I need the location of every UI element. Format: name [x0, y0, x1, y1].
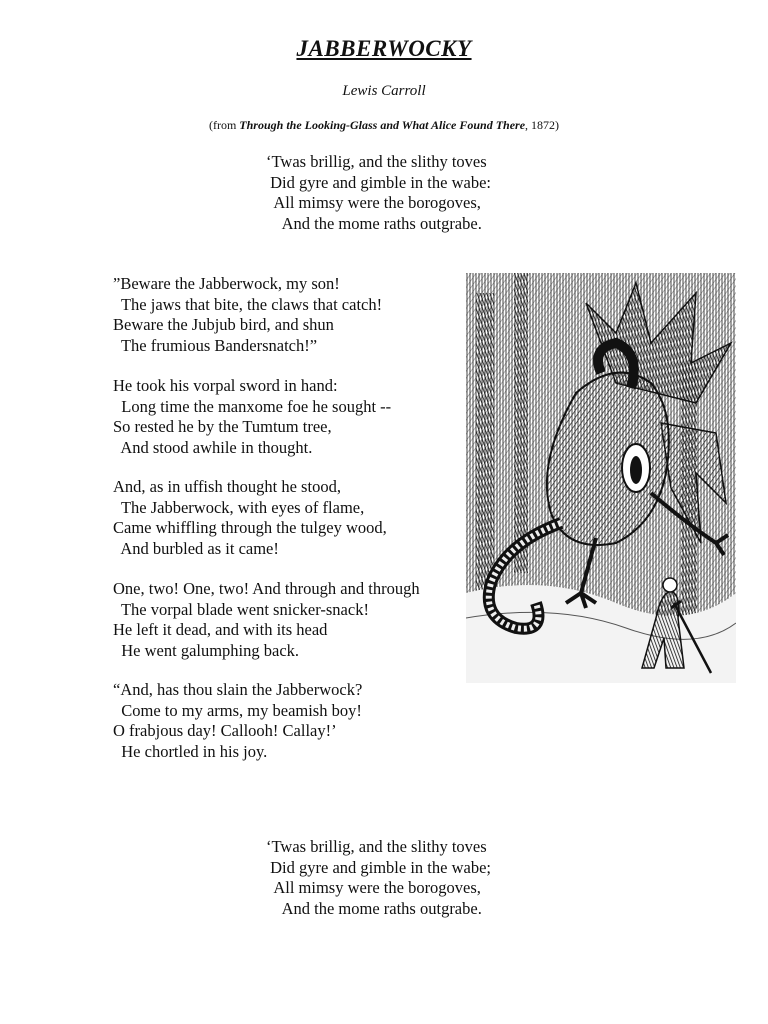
stanza-line: He chortled in his joy. — [113, 742, 268, 762]
author-name: Lewis Carroll — [342, 83, 426, 99]
jabberwock-engraving — [466, 273, 736, 683]
stanza-line: Long time the manxome foe he sought -- — [113, 396, 392, 416]
stanza-1 — [266, 152, 491, 235]
stanza-line: ”Beware the Jabberwock, my son! — [113, 274, 340, 293]
stanza-line: The Jabberwock, with eyes of flame, — [113, 497, 365, 517]
stanza-line: Did gyre and gimble in the wabe: — [266, 172, 491, 192]
stanza-line: He went galumphing back. — [113, 641, 300, 661]
stanza-line: He left it dead, and with its head — [113, 620, 328, 640]
stanza-line: He took his vorpal sword in hand: — [113, 376, 338, 395]
stanza-line: Came whiffling through the tulgey wood, — [113, 518, 387, 538]
stanza-line: O frabjous day! Callooh! Callay!’ — [113, 721, 337, 741]
stanza-line: Beware the Jubjub bird, and shun — [113, 315, 334, 335]
stanza-4 — [113, 477, 387, 560]
stanza-7 — [266, 837, 491, 920]
source-book-title: Through the Looking-Glass and What Alice Found There — [239, 118, 526, 132]
stanza-line: And the mome raths outgrabe. — [266, 214, 482, 234]
stanza-5 — [113, 579, 420, 662]
stanza-line: And the mome raths outgrabe. — [266, 899, 482, 919]
poem-title: JABBERWOCKY — [296, 36, 472, 61]
stanza-line: And, as in uffish thought he stood, — [113, 477, 341, 496]
stanza-line: All mimsy were the borogoves, — [266, 193, 481, 213]
stanza-2 — [113, 274, 382, 357]
stanza-line: One, two! One, two! And through and through — [113, 579, 420, 598]
stanza-line: ‘Twas brillig, and the slithy toves — [266, 152, 487, 171]
tree-trunk — [514, 273, 528, 573]
source-prefix: (from — [208, 118, 240, 132]
source-suffix: , 1872) — [525, 118, 560, 132]
stanza-line: The vorpal blade went snicker-snack! — [113, 599, 369, 619]
jabberwock-illustration-icon — [466, 273, 736, 683]
stanza-line: So rested he by the Tumtum tree, — [113, 417, 332, 437]
stanza-3 — [113, 376, 391, 459]
stanza-line: Did gyre and gimble in the wabe; — [266, 857, 491, 877]
stanza-line: “And, has thou slain the Jabberwock? — [113, 680, 363, 699]
stanza-line: And stood awhile in thought. — [113, 438, 313, 458]
stanza-line: The frumious Bandersnatch!” — [113, 336, 318, 356]
source-citation — [0, 118, 768, 133]
stanza-6 — [113, 680, 362, 763]
stanza-line: The jaws that bite, the claws that catch! — [113, 294, 383, 314]
stanza-line: Come to my arms, my beamish boy! — [113, 700, 362, 720]
stanza-line: ‘Twas brillig, and the slithy toves — [266, 837, 487, 856]
stanza-line: All mimsy were the borogoves, — [266, 878, 481, 898]
stanza-line: And burbled as it came! — [113, 539, 279, 559]
